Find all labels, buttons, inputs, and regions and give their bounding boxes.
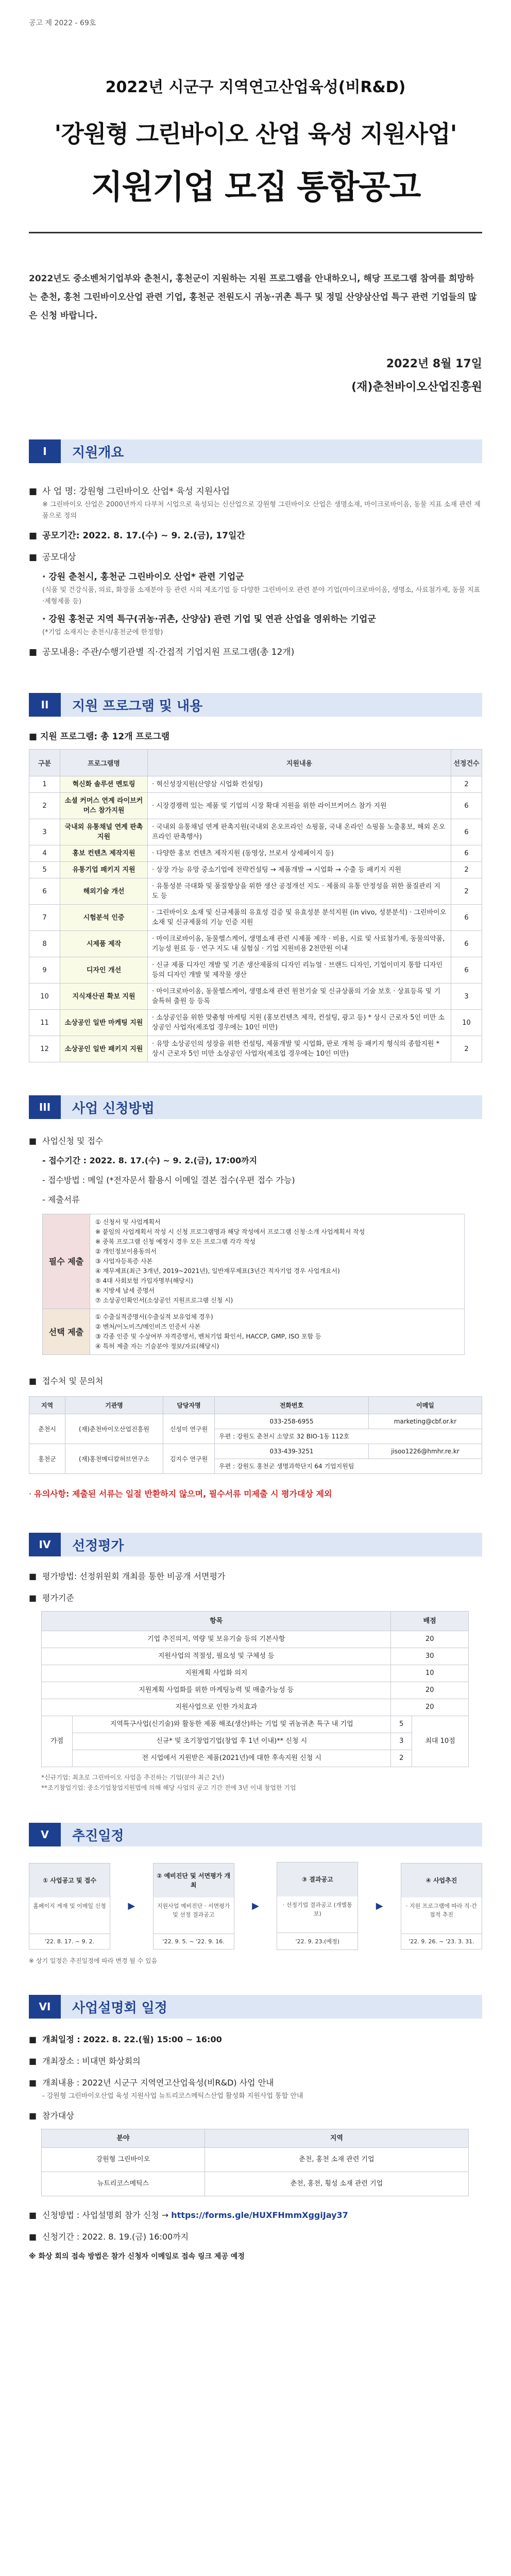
cell-no: 1 <box>29 776 60 793</box>
cell-no: 11 <box>29 1010 60 1036</box>
notice-date: 2022년 8월 17일 <box>386 358 482 370</box>
cell-person: 신성미 연구원 <box>163 1414 215 1444</box>
step-description: · 선정기업 결과공고 (개별통보) <box>282 1902 352 1917</box>
table-row <box>29 957 482 984</box>
bullet-text: 개최일정 : 2022. 8. 22.(월) 15:00 ~ 16:00 <box>42 2035 222 2044</box>
cell-program-name: 소셜 커머스 연계 라이브커머스 참가지원 <box>60 793 148 819</box>
table-row <box>42 1631 469 1648</box>
evaluation-table <box>41 1611 469 1767</box>
table-row <box>42 1648 469 1665</box>
document-item: ⑥ 지방세 납세 증명서 <box>95 1287 155 1294</box>
bullet-text: 개최장소 : 비대면 화상회의 <box>42 2056 141 2066</box>
section-title: 선정평가 <box>72 1538 124 1554</box>
cell-region: 춘천, 홍천 소재 관련 기업 <box>205 2148 468 2172</box>
cell-count: 2 <box>451 776 482 793</box>
section-programs <box>0 693 511 1062</box>
bullet-text: 평가기준 <box>42 1593 74 1603</box>
notice-org: (재)춘천바이오산업진흥원 <box>351 381 482 394</box>
document-item: ※ 중복 프로그램 신청 예정시 경우 모든 프로그램 각각 작성 <box>95 1238 256 1245</box>
evaluation-note: *신규기업: 최초로 그린바이오 사업을 추진하는 기업(분야 최근 2년) <box>41 1774 225 1781</box>
section-header <box>29 1823 482 1846</box>
evaluation-note: **조기창업기업: 중소기업창업지원법에 의해 해당 사업의 공고 기간 전에 3년 이내 창업한 기업 <box>41 1784 296 1791</box>
bullet-mark: ■ <box>29 2078 37 2088</box>
bullet-text: 평가방법: 선정위원회 개최를 통한 비공개 서면평가 <box>42 1571 226 1581</box>
bullet-item <box>29 1133 482 1149</box>
application-period: - 접수기간 : 2022. 8. 17.(수) ~ 9. 2.(금), 17:00까지 <box>42 1156 258 1165</box>
table-row <box>29 862 482 878</box>
table-row <box>42 1665 469 1682</box>
arrow-right-icon: ▶ <box>252 1901 259 1911</box>
page-title: 지원기업 모집 통합공고 <box>91 168 420 207</box>
step-date: '22. 9. 26. ~ '23. 3. 31. <box>401 1934 482 1949</box>
step-title: ③ 결과공고 <box>277 1862 357 1896</box>
cell-count: 2 <box>451 1036 482 1062</box>
cell-email[interactable]: jisoo1226@hmhr.re.kr <box>369 1444 482 1459</box>
cell-org: (재)홍천메디칼허브연구소 <box>65 1444 163 1474</box>
section-body <box>29 1133 482 1389</box>
bullet-item <box>29 2054 482 2069</box>
table-row <box>29 1444 482 1459</box>
bullet-item <box>29 645 482 660</box>
cell-score: 3 <box>391 1733 412 1750</box>
bottom-note: ※ 화상 회의 접속 방법은 참가 신청자 이메일로 접속 링크 제공 예정 <box>29 2252 245 2261</box>
table-row <box>29 1010 482 1036</box>
step-description: 홈페이지 게재 및 이메일 신청 <box>33 1902 106 1909</box>
table-row <box>29 1036 482 1062</box>
bullet-text <box>42 2208 348 2223</box>
cell-program-name: 디자인 개선 <box>60 957 148 984</box>
step-description: 지원사업 예비진단 · 서면평가 및 선정 결과공고 <box>157 1902 230 1918</box>
program-table-body <box>29 776 482 1062</box>
table-row <box>42 1682 469 1699</box>
table-row <box>29 1414 482 1429</box>
cell-email[interactable]: marketing@cbf.or.kr <box>369 1414 482 1429</box>
warning-mark: · <box>29 1489 35 1499</box>
cell-count: 6 <box>451 931 482 957</box>
cell-item: 지원사업으로 인한 가치효과 <box>42 1699 391 1716</box>
cell-item: 신규* 및 조기창업기업(창업 후 1년 이내)** 신청 시 <box>73 1733 391 1750</box>
bullet-item <box>29 2075 482 2091</box>
col-header: 구분 <box>29 750 60 776</box>
header-program-title: 2022년 시군구 지역연고산업육성(비R&D) <box>105 78 406 96</box>
cell-content: · 마이크로바이옴, 동물헬스케어, 생명소재 관련 시제품 제작 · 비용, 시료 및 사료첨가제, 동물의약품, 기능성 원료 등 · 연구 지도 내 실험실 · 기업 지원비용 2천만원 이내 <box>148 931 451 957</box>
sub-bullet: · 강원 홍천군 지역 특구(귀농·귀촌, 산양삼) 관련 기업 및 연관 산업을 영위하는 기업군 <box>42 614 376 624</box>
table-header-row <box>42 1612 469 1631</box>
bullet-mark: ■ <box>29 647 38 657</box>
bullet-item <box>29 2208 482 2223</box>
section-header <box>29 693 482 717</box>
document-item: ③ 각종 인증 및 수상여부 자격증명서, 벤처기업 확인서, HACCP, GMP, ISO 포함 등 <box>95 1333 321 1340</box>
table-row <box>42 1750 469 1767</box>
section-schedule <box>0 1823 511 1965</box>
col-header: 이메일 <box>369 1397 482 1414</box>
bullet-note: - 강원형 그린바이오산업 육성 지원사업 뉴트리코스메틱스산업 활성화 지원사업 통합 안내 <box>42 2092 303 2100</box>
application-method: - 접수방법 : 메일 (*전자문서 활용시 이메일 결본 접수(우편 접수 가능) <box>42 1175 295 1185</box>
table-caption: ■ 지원 프로그램: 총 12개 프로그램 <box>29 732 170 742</box>
cell-score: 30 <box>391 1648 469 1665</box>
section-title: 사업 신청방법 <box>72 1100 155 1116</box>
bullet-mark: ■ <box>29 486 38 497</box>
section-body <box>29 2032 482 2264</box>
table-row <box>29 793 482 819</box>
cell-no: 6 <box>29 878 60 905</box>
bullet-mark: ■ <box>29 552 38 563</box>
arrow-right-icon: ▶ <box>376 1901 383 1911</box>
arrow-right-icon: ▶ <box>128 1901 135 1911</box>
col-header: 기관명 <box>65 1397 163 1414</box>
table-row <box>42 1716 469 1733</box>
required-list <box>90 1214 465 1309</box>
cell-region: 홍천군 <box>29 1444 65 1474</box>
cell-no: 7 <box>29 905 60 931</box>
schedule-step <box>277 1862 358 1950</box>
cell-program-name: 소상공인 일반 마케팅 지원 <box>60 1010 148 1036</box>
cell-tel: 033-439-3251 <box>215 1444 369 1459</box>
required-label: 필수 제출 <box>43 1214 90 1309</box>
step-title: ② 예비진단 및 서면평가 개최 <box>154 1863 234 1897</box>
table-row <box>29 878 482 905</box>
bullet-note: ※ 그린바이오 산업은 2000년까지 다부처 시업으로 육성되는 신산업으로 강원형 그린바이오 산업은 생명소재, 마이크로바이옴, 동물 지표 소재 관련 제품으로 정의 <box>42 501 481 520</box>
document-item: ① 수출실적증명서(수출실적 보유업체 경우) <box>95 1313 213 1320</box>
bullet-mark: ■ <box>29 2232 37 2242</box>
cell-no: 8 <box>29 931 60 957</box>
cell-org: (재)춘천바이오산업진흥원 <box>65 1414 163 1444</box>
section-number: V <box>29 1823 61 1846</box>
contact-table-body <box>29 1414 482 1474</box>
cell-score: 20 <box>391 1699 469 1716</box>
cell-content: · 마이크로바이옴, 동물헬스케어, 생명소재 관련 원천기술 및 신규상품의 기술 보호 · 상표등록 및 기술특허 출원 등 등록 <box>148 984 451 1010</box>
cell-no: 5 <box>29 862 60 878</box>
bullet-item <box>29 2032 482 2047</box>
col-header: 프로그램명 <box>60 750 148 776</box>
bullet-mark: ■ <box>29 1136 37 1146</box>
table-header-row <box>29 1397 482 1414</box>
date-block <box>29 355 482 394</box>
cell-item: 기업 추진의지, 역량 및 보유기술 등의 기본사항 <box>42 1631 391 1648</box>
col-header: 선정건수 <box>451 750 482 776</box>
cell-region: 춘천, 홍천, 횡성 소재 관련 기업 <box>205 2172 468 2196</box>
section-number: I <box>29 439 61 463</box>
col-header: 전화번호 <box>215 1397 369 1414</box>
cell-content: · 시장경쟁력 있는 제품 및 기업의 시장 확대 지원을 위한 라이브커머스 참가 지원 <box>148 793 451 819</box>
cell-no: 9 <box>29 957 60 984</box>
col-header: 항목 <box>42 1612 391 1631</box>
cell-program-name: 해외기술 개선 <box>60 878 148 905</box>
table-row <box>29 931 482 957</box>
section-title: 지원개요 <box>72 445 124 461</box>
bullet-text: 사 업 명: 강원형 그린바이오 산업* 육성 지원사업 <box>42 486 230 497</box>
schedule-note: ※ 상기 일정은 추진일정에 따라 변경 될 수 있음 <box>29 1957 158 1964</box>
section-header <box>29 1095 482 1119</box>
cell-item: 지원사업의 적절성, 필요성 및 구체성 등 <box>42 1648 391 1665</box>
sub-bullet: · 강원 춘천시, 홍천군 그린바이오 산업* 관련 기업군 <box>42 572 244 582</box>
evaluation-table-body <box>42 1631 469 1767</box>
section-briefing <box>0 1995 511 2264</box>
table-row <box>29 776 482 793</box>
warning-text: 유의사항: 제출된 서류는 일절 반환하지 않으며, 필수서류 미제출 시 평가대상 제외 <box>34 1489 332 1499</box>
bullet-item <box>29 2108 482 2124</box>
cell-content: · 유망 소상공인의 성장을 위한 컨설팅, 제품개발 및 시업화, 판로 개척 등 패키지 형식의 종합지원 * 상시 근로자 5인 미만 소상공인 사업자(제조업 경우에는 10인 미만) <box>148 1036 451 1062</box>
bullet-mark: ■ <box>29 1571 37 1581</box>
cell-count: 10 <box>451 1010 482 1036</box>
cell-score: 2 <box>391 1750 412 1767</box>
cell-no: 4 <box>29 845 60 862</box>
bullet-item <box>29 528 482 544</box>
cell-content: · 유통성분 극대화 및 품질향상을 위한 생산 공정개선 지도 · 제품의 유통 안정성을 위한 품질관리 지도 등 <box>148 878 451 905</box>
program-table <box>29 749 482 1062</box>
bullet-text: 개최내용 : 2022년 시군구 지역연고산업육성(비R&D) 사업 안내 <box>42 2078 274 2088</box>
cell-program-name: 유통기업 패키지 지원 <box>60 862 148 878</box>
cell-program-name: 홍보 컨텐츠 제작지원 <box>60 845 148 862</box>
cell-item: 지역특구사업(신기술)와 활동한 제품 해조(생산)하는 기업 및 귀농귀촌 특구 내 기업 <box>73 1716 391 1733</box>
document-item: ⑤ 4대 사회보험 가입자명부(해당시) <box>95 1277 193 1284</box>
table-row <box>29 819 482 845</box>
schedule-step <box>153 1863 234 1950</box>
section-number: III <box>29 1095 61 1119</box>
briefing-target-table <box>41 2129 469 2196</box>
section-header <box>29 439 482 463</box>
bullet-text: 공모내용: 주관/수행기관별 직·간접적 기업지원 프로그램(총 12개) <box>42 647 295 657</box>
cell-no: 2 <box>29 793 60 819</box>
cell-region: 춘천시 <box>29 1414 65 1444</box>
section-application <box>0 1095 511 1502</box>
bullet-item <box>29 484 482 499</box>
col-header: 지원내용 <box>148 750 451 776</box>
schedule-step <box>401 1863 482 1950</box>
section-evaluation <box>0 1533 511 1793</box>
intro-paragraph: 2022년도 중소벤처기업부와 춘천시, 홍천군이 지원하는 지원 프로그램을 안내하오니, 해당 프로그램 참여를 희망하는 춘천, 홍천 그린바이오산업 관련 기업, 홍천군 전원도시 귀농·귀촌 특구 및 정밀 산양삼산업 특구 관련 기업들의 많은 신청 바랍니다. <box>29 274 477 321</box>
cell-content: · 신규 제품 디자인 개발 및 기존 생산제품의 디자인 리뉴얼 · 브랜드 디자인, 기업이미지 통합 디자인 등의 디자인 개발 및 제작물 생산 <box>148 957 451 984</box>
bullet-mark: ■ <box>29 2035 37 2044</box>
section-overview <box>0 439 511 660</box>
section-title: 지원 프로그램 및 내용 <box>72 698 203 714</box>
bullet-mark: ■ <box>29 2111 37 2121</box>
cell-bonus-max: 최대 10점 <box>412 1716 468 1767</box>
cell-address: 우편 : 강원도 춘천시 소양로 32 BIO-1동 112호 <box>215 1429 482 1444</box>
section-number: VI <box>29 1995 61 2019</box>
cell-program-name: 시제품 제작 <box>60 931 148 957</box>
bullet-item <box>29 1569 482 1584</box>
schedule-step <box>29 1863 110 1950</box>
warning-line <box>29 1486 482 1502</box>
documents-label: - 제출서류 <box>42 1195 80 1205</box>
cell-count: 6 <box>451 957 482 984</box>
section-header <box>29 1533 482 1556</box>
section-body <box>29 1569 482 1793</box>
bullet-text: 신청기간 : 2022. 8. 19.(금) 16:00까지 <box>42 2232 189 2242</box>
cell-count: 2 <box>451 862 482 878</box>
table-row <box>29 905 482 931</box>
cell-count: 3 <box>451 984 482 1010</box>
document-item: ① 신청서 및 사업계획서 <box>95 1218 161 1226</box>
cell-no: 12 <box>29 1036 60 1062</box>
evaluation-notes <box>41 1772 482 1793</box>
section-body <box>29 484 482 660</box>
header-divider <box>29 232 482 233</box>
step-description: · 지원 프로그램에 따라 직·간접적 추진 <box>406 1902 477 1918</box>
cell-field: 강원형 그린바이오 <box>42 2148 205 2172</box>
cell-count: 6 <box>451 793 482 819</box>
bullet-text: 접수처 및 문의처 <box>42 1376 104 1386</box>
table-row <box>42 2148 469 2172</box>
bullet-text: 공모기간: 2022. 8. 17.(수) ~ 9. 2.(금), 17일간 <box>42 531 245 541</box>
cell-program-name: 혁신화 솔루션 멘토링 <box>60 776 148 793</box>
cell-score: 10 <box>391 1665 469 1682</box>
header-project-title: '강원형 그린바이오 산업 육성 지원사업' <box>54 120 457 148</box>
cell-content: · 다양한 홍보 컨텐츠 제작지원 (동영상, 브로셔 상세페이지 등) <box>148 845 451 862</box>
bullet-item <box>29 550 482 565</box>
contact-table <box>29 1396 482 1474</box>
notice-number: 공고 제 2022 - 69호 <box>29 19 96 27</box>
document-item: ② 벤처/이노비즈/메인비즈 인증서 사본 <box>95 1323 201 1330</box>
cell-item: 지원계획 사업화를 위한 마케팅능력 및 매출가능성 등 <box>42 1682 391 1699</box>
section-title: 추진일정 <box>72 1828 124 1844</box>
bullet-item <box>29 1590 482 1606</box>
table-header-row <box>29 750 482 776</box>
document-item: ③ 사업자등록증 사본 <box>95 1258 153 1265</box>
documents-required-row <box>43 1214 465 1309</box>
step-title: ① 사업공고 및 접수 <box>29 1863 110 1897</box>
cell-content: · 소상공인을 위한 맞춤형 마케팅 지원 (홍보컨텐츠 제작, 컨설팅, 광고 등) * 상시 근로자 5인 미만 소상공인 사업자(제조업 경우에는 10인 미만) <box>148 1010 451 1036</box>
cell-program-name: 지식재산권 확보 지원 <box>60 984 148 1010</box>
cell-content: · 상장 가능 유망 중소기업에 전략컨설팅 → 제품개발 → 시업화 → 수출 등 패키지 지원 <box>148 862 451 878</box>
cell-content: · 국내외 유통채널 연계 판촉지원(국내외 온오프라인 쇼핑몰, 국내 온라인 쇼핑몰 노출홍보, 해외 온오프라인 판촉행사) <box>148 819 451 845</box>
document-item: ② 개인정보이용동의서 <box>95 1248 157 1255</box>
section-number: II <box>29 693 61 717</box>
step-date: '22. 9. 5. ~ '22. 9. 16. <box>154 1934 234 1949</box>
bullet-mark: ■ <box>29 531 38 541</box>
bullet-item <box>29 2229 482 2245</box>
col-header: 담당자명 <box>163 1397 215 1414</box>
cell-content: · 혁신성장지원(산양삼 시업화 컨설팅) <box>148 776 451 793</box>
document-item: ⑦ 소상공인확인서(소상공인 지원프로그램 신청 시) <box>95 1297 233 1304</box>
col-header: 지역 <box>205 2129 468 2148</box>
table-row <box>42 2172 469 2196</box>
cell-count: 6 <box>451 845 482 862</box>
documents-table <box>42 1214 465 1355</box>
cell-bonus-label: 가점 <box>42 1716 73 1767</box>
bullet-mark: ■ <box>29 2210 37 2220</box>
step-title: ④ 사업추진 <box>401 1863 482 1897</box>
cell-tel: 033-258-6955 <box>215 1414 369 1429</box>
cell-score: 5 <box>391 1716 412 1733</box>
cell-item: 지원계획 사업화 의지 <box>42 1665 391 1682</box>
cell-no: 3 <box>29 819 60 845</box>
section-header <box>29 1995 482 2019</box>
document-item: ※ 붙임의 사업계획서 작성 시 신청 프로그램명과 해당 작성에서 프로그램 신청·소개 사업계획서 작성 <box>95 1228 365 1235</box>
bullet-mark: ■ <box>29 2056 37 2066</box>
optional-list <box>90 1309 465 1355</box>
cell-address: 우편 : 강원도 홍천군 생명과학단지 64 기업지원팀 <box>215 1459 482 1474</box>
cell-program-name: 시험분석 인증 <box>60 905 148 931</box>
signup-link[interactable]: https://forms.gle/HUXFHmmXggiJay37 <box>171 2210 348 2220</box>
bullet-text: 참가대상 <box>42 2111 74 2121</box>
documents-optional-row <box>43 1309 465 1355</box>
bullet-item <box>29 1374 482 1389</box>
table-row <box>42 1733 469 1750</box>
step-date: '22. 8. 17. ~ 9. 2. <box>29 1934 110 1949</box>
bullet-mark: ■ <box>29 1376 37 1386</box>
section-number: IV <box>29 1533 61 1556</box>
col-header: 분야 <box>42 2129 205 2148</box>
bullet-text: 사업신청 및 접수 <box>42 1136 104 1146</box>
optional-label: 선택 제출 <box>43 1309 90 1355</box>
document-item: ④ 특허 제출 자는 기술분야 정보/자료(해당시) <box>95 1343 219 1350</box>
cell-no: 10 <box>29 984 60 1010</box>
signup-label: 신청방법 : 사업설명회 참가 신청 → <box>42 2210 169 2220</box>
briefing-table-body <box>42 2148 469 2196</box>
cell-count: 6 <box>451 905 482 931</box>
cell-program-name: 소상공인 일반 패키지 지원 <box>60 1036 148 1062</box>
cell-content: · 그린바이오 소재 및 신규제품의 유효성 검증 및 유효성분 분석지원 (in vivo, 성분분석) · 그린바이오 소재 및 신규제품의 기능 인증 지원 <box>148 905 451 931</box>
table-row <box>29 984 482 1010</box>
section-title: 사업설명회 일정 <box>72 2000 167 2016</box>
caption-text: 지원 프로그램: 총 12개 프로그램 <box>40 732 170 742</box>
notice-header <box>0 28 511 233</box>
bullet-mark: ■ <box>29 1593 37 1603</box>
cell-score: 20 <box>391 1631 469 1648</box>
cell-field: 뉴트리코스메틱스 <box>42 2172 205 2196</box>
cell-count: 2 <box>451 878 482 905</box>
cell-person: 김지수 연구원 <box>163 1444 215 1474</box>
table-row <box>29 845 482 862</box>
col-header: 지역 <box>29 1397 65 1414</box>
table-header-row <box>42 2129 469 2148</box>
cell-count: 6 <box>451 819 482 845</box>
col-header: 배점 <box>391 1612 469 1631</box>
document-item: ④ 재무제표(최근 3개년, 2019~2021년), 일반재무제표(3년간 적자기업 경우 사업개요서) <box>95 1267 340 1275</box>
step-date: '22. 9. 23.(예정) <box>277 1933 357 1950</box>
bullet-text: 공모대상 <box>42 552 76 563</box>
cell-item: 전 시업에서 지원받은 제품(2021년)에 대한 후속지원 신청 시 <box>73 1750 391 1767</box>
cell-score: 20 <box>391 1682 469 1699</box>
schedule-steps <box>29 1862 482 1950</box>
sub-bullet-note: (식품 및 건강식품, 의료, 화장품 소재분야 등 관련 시의 제조기업 등 다양한 그린바이오 관련 분야 기업(마이크로바이옴, 생명소, 사료첨가제, 동물 지표·제형제품 등) <box>42 586 481 605</box>
sub-bullet-note: (*기업 소재지는 춘천시/홍천군에 한정함) <box>42 629 163 636</box>
cell-program-name: 국내외 유통채널 연계 판촉지원 <box>60 819 148 845</box>
table-row <box>42 1699 469 1716</box>
